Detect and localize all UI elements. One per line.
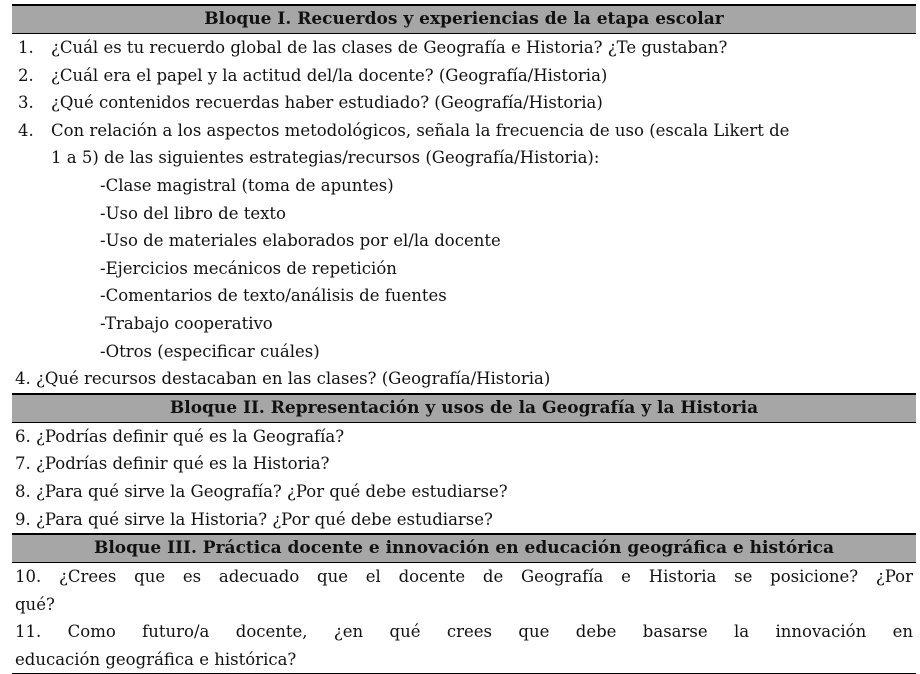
question-9: 9. ¿Para qué sirve la Historia? ¿Por qué debe estudiarse?: [15, 509, 493, 529]
question-number: 4.: [18, 120, 34, 140]
strategy-item: -Uso de materiales elaborados por el/la docente: [100, 231, 501, 251]
question-6: 6. ¿Podrías definir qué es la Geografía?: [15, 426, 345, 446]
question-10-line-2: qué?: [15, 594, 55, 614]
question-11-line-1: 11. Como futuro/a docente, ¿en qué crees que debe basarse la innovación en: [15, 622, 913, 642]
block-1-header: Bloque I. Recuerdos y experiencias de la etapa escolar: [12, 4, 916, 34]
question-text: ¿Qué contenidos recuerdas haber estudiado? (Geografía/Historia): [51, 93, 603, 113]
question-4: [12, 117, 916, 145]
question-8: 8. ¿Para qué sirve la Geografía? ¿Por qué debe estudiarse?: [15, 481, 508, 501]
strategy-item: -Ejercicios mecánicos de repetición: [100, 258, 397, 278]
strategy-item: -Otros (especificar cuáles): [100, 341, 320, 361]
question-4-continuation: 1 a 5) de las siguientes estrategias/recursos (Geografía/Historia):: [51, 148, 600, 168]
question-text: Con relación a los aspectos metodológicos, señala la frecuencia de uso (escala Likert de: [51, 120, 790, 140]
question-number: 1.: [18, 38, 34, 57]
question-number: 3.: [18, 93, 34, 113]
block-3-header: Bloque III. Práctica docente e innovación en educación geográfica e histórica: [12, 533, 916, 563]
question-10-line-1: 10. ¿Crees que es adecuado que el docente de Geografía e Historia se posicione? ¿Por: [15, 567, 913, 587]
question-2: [12, 62, 916, 90]
strategy-item: -Clase magistral (toma de apuntes): [100, 175, 394, 195]
question-resources: 4. ¿Qué recursos destacaban en las clases? (Geografía/Historia): [15, 369, 551, 389]
question-text: ¿Cuál es tu recuerdo global de las clases de Geografía e Historia? ¿Te gustaban?: [51, 38, 728, 57]
strategy-item: -Uso del libro de texto: [100, 203, 286, 223]
strategy-item: -Trabajo cooperativo: [100, 313, 273, 333]
question-3: [12, 89, 916, 117]
questionnaire-table: [12, 4, 916, 674]
question-text: ¿Cuál era el papel y la actitud del/la docente? (Geografía/Historia): [51, 65, 608, 85]
block-2-header: Bloque II. Representación y usos de la Geografía y la Historia: [12, 393, 916, 423]
question-1: [12, 34, 916, 62]
strategy-item: -Comentarios de texto/análisis de fuentes: [100, 286, 447, 306]
question-number: 2.: [18, 65, 34, 85]
question-11-line-2: educación geográfica e histórica?: [15, 649, 297, 669]
question-7: 7. ¿Podrías definir qué es la Historia?: [15, 454, 330, 474]
